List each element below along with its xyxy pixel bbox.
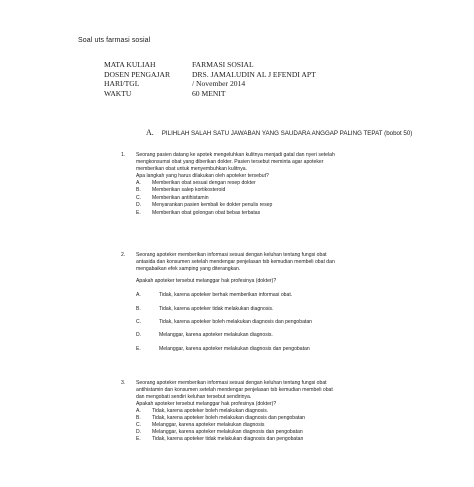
option-letter: A. — [136, 292, 141, 299]
answer-option-d — [136, 332, 421, 345]
answer-option-c — [136, 195, 421, 203]
section-letter: A. — [146, 128, 154, 137]
option-text: Melanggar, karena apoteker melakukan diagnosis — [152, 422, 265, 428]
answer-option-e — [136, 346, 421, 359]
option-text: Tidak, karena apoteker boleh melakukan diagnosis dan pengobatan — [159, 318, 313, 325]
option-letter: C. — [136, 318, 142, 325]
answer-option-c — [136, 319, 421, 332]
option-text: Tidak, karena apoteker tidak melakukan diagnosis. — [159, 305, 274, 312]
option-letter: C. — [136, 422, 142, 428]
question-2 — [121, 252, 421, 359]
option-text: Memberikan obat sesuai dengan resep dokter — [152, 179, 256, 186]
question-3 — [121, 380, 421, 444]
info-label: DOSEN PENGAJAR — [104, 69, 171, 79]
question-text-line: dan mengobati sendiri keluhan tersebut sendirinya. — [136, 393, 252, 400]
info-label: HARI/TGL — [104, 79, 140, 89]
answer-option-d — [136, 202, 421, 210]
info-label: WAKTU — [104, 88, 132, 98]
answer-option-a — [136, 408, 421, 415]
option-text: Tidak, karena apoteker boleh melakukan diagnosis. — [152, 407, 269, 414]
answer-option-a — [136, 180, 421, 188]
answer-option-e — [136, 210, 421, 218]
question-text-line: antihistamin dan konsumen setelah mendengar penjelasan tsb kemudian membeli obat — [136, 386, 333, 393]
answer-option-a — [136, 292, 421, 305]
question-text-line: Apa langkah yang harus dilakukan oleh apoteker tersebut? — [136, 172, 269, 179]
question-body — [136, 380, 421, 444]
option-letter: B. — [136, 305, 141, 312]
question-text-line: memberikan obat untuk menyembuhkan kulitnya. — [136, 165, 247, 172]
question-text-line: antasida dan konsumen setelah mendengar penjelasan tsb kemudian membeli obat dan — [136, 258, 335, 265]
info-value: DRS. JAMALUDIN AL J EFENDI APT — [192, 69, 316, 79]
info-value: 60 MENIT — [192, 88, 226, 98]
option-text: Melanggar, karena apoteker melakukan diagnosis. — [159, 332, 273, 339]
question-text-line: Seorang pasien datang ke apotek mengeluhkan kulitnya menjadi gatal dan nyeri setelah — [136, 152, 335, 158]
option-text: Menyarankan pasien kembali ke dokter penulis resep — [152, 202, 273, 209]
option-letter: D. — [136, 429, 142, 436]
option-letter: B. — [136, 187, 141, 194]
option-letter: E. — [136, 436, 141, 443]
question-text-line: mengkonsumsi obat yang diberikan dokter. Pasien tersebut meminta agar apoteker — [136, 158, 324, 165]
answer-option-b — [136, 415, 421, 422]
answer-option-d — [136, 429, 421, 436]
question-prompt: Apakah apoteker tersebut melanggar hak profesinya (dokter)? — [136, 278, 277, 285]
section-title: PILIHLAH SALAH SATU JAWABAN YANG SAUDARA ANGGAP PALING TEPAT (bobot 50) — [161, 130, 413, 137]
option-text: Tidak, karena apoteker tidak melakukan diagnosis dan pengobatan — [152, 436, 304, 443]
option-letter: C. — [136, 194, 142, 201]
option-text: Tidak, karena apoteker berhak memberikan informasi obat. — [159, 292, 293, 299]
answer-option-b — [136, 187, 421, 195]
question-number: 3. — [121, 380, 126, 386]
answer-option-e — [136, 436, 421, 443]
question-text-line: mengabaikan efek samping yang diterangkan. — [136, 265, 241, 272]
question-text-line: Apakah apoteker tersebut melanggar hak profesinya (dokter)? — [136, 400, 277, 407]
section-heading — [146, 128, 412, 137]
option-text: Memberikan salep kortikosteroid — [152, 187, 226, 194]
option-text: Melanggar, karena apoteker melakukan diagnosis dan pengobatan — [152, 429, 303, 436]
option-letter: B. — [136, 414, 141, 421]
question-text-line: Seorang apoteker memberikan informasi sesuai dengan keluhan tentang fungsi obat — [136, 252, 327, 258]
document-title: Soal uts farmasi sosial — [78, 37, 151, 44]
option-text: Memberikan obat golongan obat bebas terbatas — [152, 210, 261, 216]
info-value: / November 2014 — [192, 79, 246, 89]
answer-option-c — [136, 422, 421, 429]
option-letter: D. — [136, 202, 142, 209]
info-label: MATA KULIAH — [104, 60, 156, 69]
option-text: Melanggar, karena apoteker melakukan diagnosis dan pengobatan — [159, 345, 310, 352]
option-letter: E. — [136, 210, 141, 216]
question-body — [136, 252, 421, 359]
question-1 — [121, 152, 421, 218]
question-number: 1. — [121, 152, 126, 158]
info-value: FARMASI SOSIAL — [192, 60, 254, 69]
option-text: Tidak, karena apoteker boleh melakukan diagnosis dan pengobatan — [152, 414, 306, 421]
option-text: Memberikan antihistamin — [152, 194, 209, 201]
option-letter: A. — [136, 179, 141, 186]
question-number: 2. — [121, 252, 126, 258]
option-letter: E. — [136, 345, 141, 352]
option-letter: A. — [136, 407, 141, 414]
answer-option-b — [136, 306, 421, 319]
question-text-line: Seorang apoteker memberikan informasi sesuai dengan keluhan tentang fungsi obat — [136, 380, 327, 386]
question-body — [136, 152, 421, 218]
option-letter: D. — [136, 332, 142, 339]
